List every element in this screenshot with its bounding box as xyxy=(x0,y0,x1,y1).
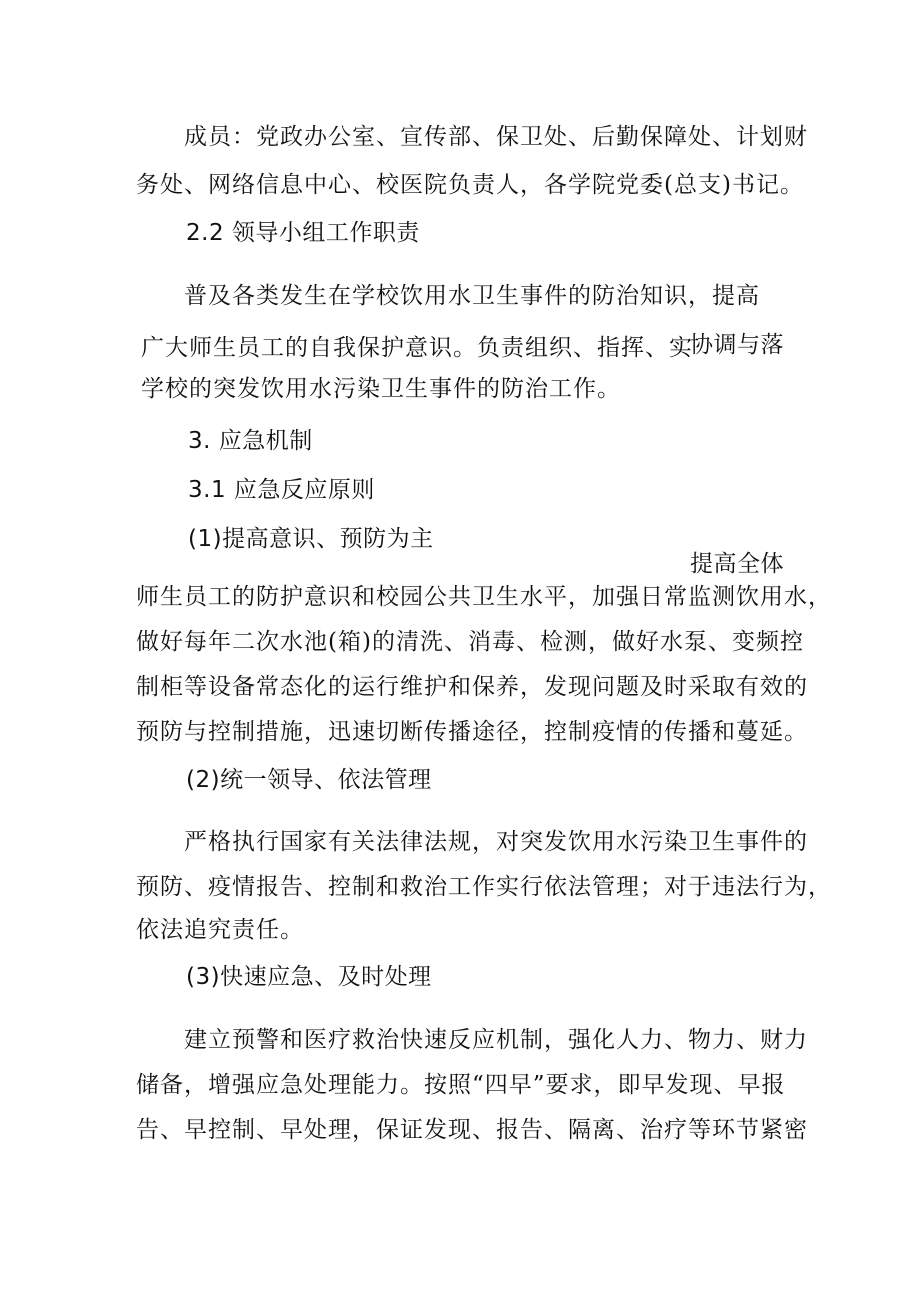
principle-3-title: (3)快速应急、及时处理 xyxy=(186,964,432,990)
duty-line-3: 学校的突发饮用水污染卫生事件的防治工作。 xyxy=(141,376,621,402)
principle-2-line-1: 严格执行国家有关法律法规，对突发饮用水污染卫生事件的 xyxy=(184,829,808,855)
duty-line-2-continuation: 协调与落 xyxy=(690,332,784,358)
principle-1-line-3: 制柜等设备常态化的运行维护和保养，发现问题及时采取有效的 xyxy=(136,674,808,700)
principle-2-line-2: 预防、疫情报告、控制和救治工作实行依法管理；对于违法行为， xyxy=(136,874,832,900)
principle-3-line-1: 建立预警和医疗救治快速反应机制，强化人力、物力、财力 xyxy=(184,1027,808,1053)
members-line-1: 成员：党政办公室、宣传部、保卫处、后勤保障处、计划财 xyxy=(184,124,808,150)
principle-3-line-3: 告、早控制、早处理，保证发现、报告、隔离、治疗等环节紧密 xyxy=(136,1117,808,1143)
principle-2-title: (2)统一领导、依法管理 xyxy=(186,767,432,793)
principle-1-line-4: 预防与控制措施，迅速切断传播途径，控制疫情的传播和蔓延。 xyxy=(136,719,808,745)
principle-1-line-2: 做好每年二次水池(箱)的清洗、消毒、检测，做好水泵、变频控 xyxy=(136,629,804,655)
section-heading-2-2: 2.2 领导小组工作职责 xyxy=(186,220,420,246)
principle-2-line-3: 依法追究责任。 xyxy=(136,917,304,943)
principle-1-line-1: 师生员工的防护意识和校园公共卫生水平，加强日常监测饮用水， xyxy=(136,584,832,610)
principle-1-line-0: 提高全体 xyxy=(690,551,784,577)
section-heading-3-1: 3.1 应急反应原则 xyxy=(188,477,375,503)
principle-3-line-2: 储备，增强应急处理能力。按照“四早”要求，即早发现、早报 xyxy=(136,1072,786,1098)
section-heading-3: 3. 应急机制 xyxy=(188,428,313,454)
duty-line-2: 广大师生员工的自我保护意识。负责组织、指挥、实 xyxy=(141,335,693,361)
duty-line-1: 普及各类发生在学校饮用水卫生事件的防治知识，提高 xyxy=(184,283,760,309)
principle-1-title: (1)提高意识、预防为主 xyxy=(188,526,434,552)
members-line-2: 务处、网络信息中心、校医院负责人，各学院党委(总支)书记。 xyxy=(136,172,804,198)
